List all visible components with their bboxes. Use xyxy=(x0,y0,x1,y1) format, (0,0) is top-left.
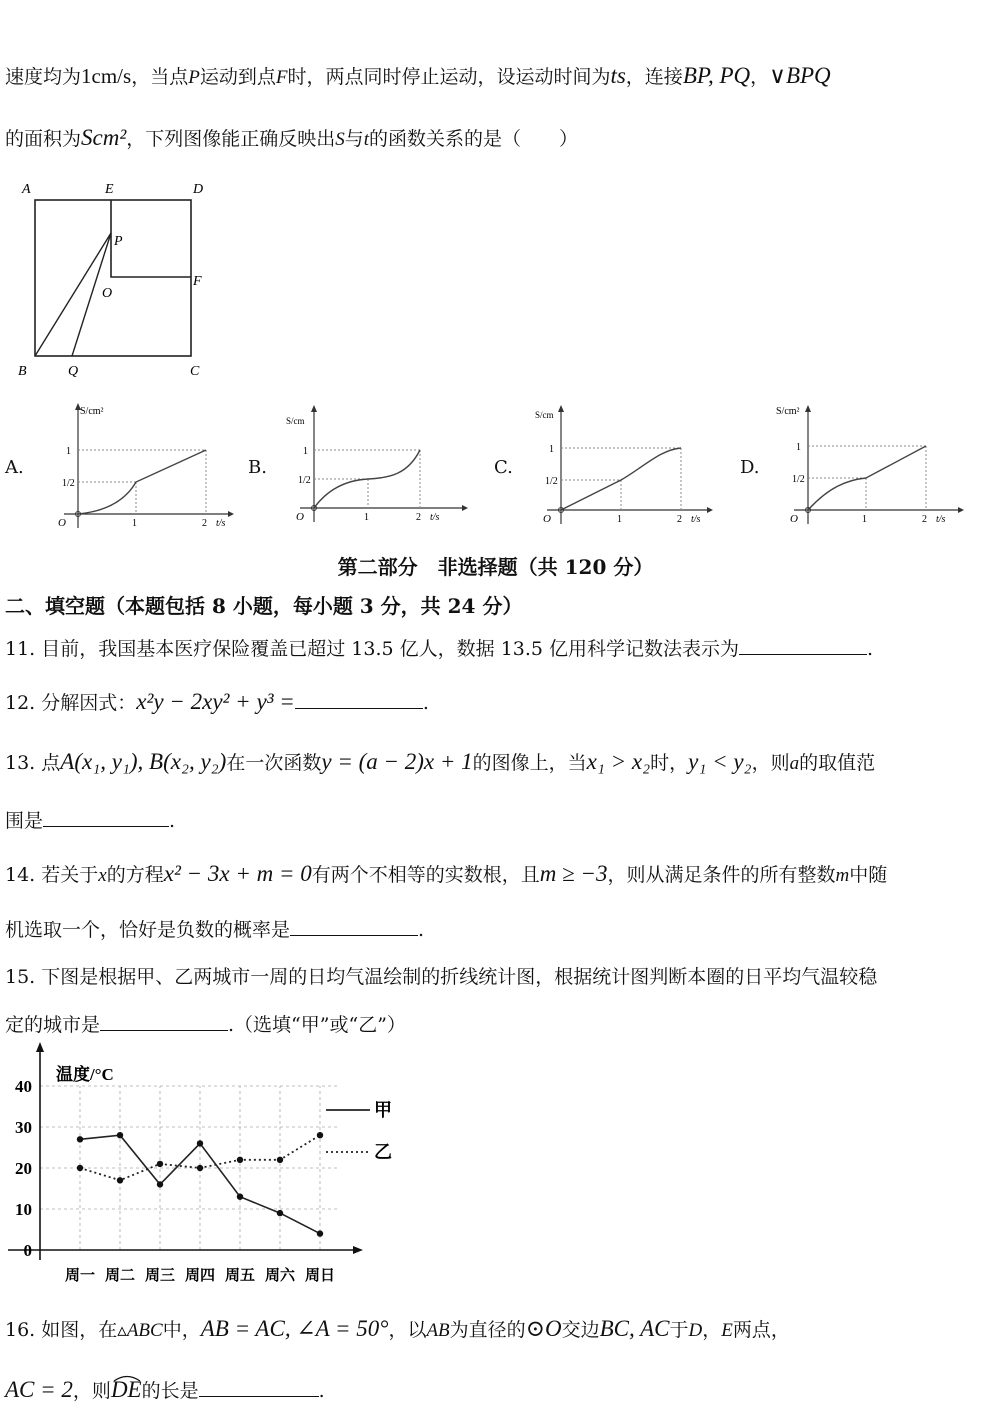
label-e: E xyxy=(105,182,114,197)
question-14-line-1: 14. 若关于x的方程x² − 3x + m = 0有两个不相等的实数根，且m ≥ −3，则从满足条件的所有整数m中随 xyxy=(5,861,888,886)
data-point xyxy=(77,1136,83,1142)
option-a-graph[interactable] xyxy=(50,398,235,538)
graph-d-ylabel: S/cm² xyxy=(776,406,800,417)
graph-a-origin: O xyxy=(58,517,66,529)
graph-c-xlabel: t/s xyxy=(691,514,701,525)
graph-a-ylabel: S/cm² xyxy=(80,406,104,417)
label-a: A xyxy=(22,182,31,197)
label-f: F xyxy=(193,274,202,289)
q10-line-1: 速度均为1cm/s，当点P运动到点F时，两点同时停止运动，设运动时间为ts，连接BP, PQ，∨BPQ xyxy=(5,63,831,88)
x-tick-label: 周日 xyxy=(304,1268,336,1284)
graph-b-x1: 1 xyxy=(364,512,369,523)
label-o: O xyxy=(102,286,113,301)
q10-line-2: 的面积为Scm²，下列图像能正确反映出S与t的函数关系的是（ ） xyxy=(5,125,579,150)
graph-a-x1: 1 xyxy=(132,518,137,529)
chart-grid xyxy=(40,1086,340,1250)
q12-answer-blank[interactable] xyxy=(295,690,423,709)
option-b-graph[interactable] xyxy=(286,398,475,538)
segment-bp xyxy=(35,233,111,356)
graph-c-yhalf: 1/2 xyxy=(545,476,558,487)
graph-a-curve xyxy=(78,450,206,514)
option-b-label[interactable]: B. xyxy=(248,457,267,478)
graph-d-y1: 1 xyxy=(796,442,801,453)
x-tick-label: 周四 xyxy=(184,1268,216,1284)
x-tick-label: 周一 xyxy=(64,1268,96,1284)
data-point xyxy=(277,1157,283,1163)
graph-d-axes xyxy=(794,405,964,524)
data-point xyxy=(197,1140,203,1146)
graph-b-curve xyxy=(314,450,420,508)
chart-legend xyxy=(326,1100,392,1162)
option-c-label[interactable]: C. xyxy=(494,457,513,478)
label-c: C xyxy=(190,364,200,379)
label-p: P xyxy=(114,234,123,249)
graph-c-axes xyxy=(547,405,713,524)
data-point xyxy=(77,1165,83,1171)
graph-b-yhalf: 1/2 xyxy=(298,475,311,486)
data-point xyxy=(197,1165,203,1171)
temperature-chart xyxy=(8,1040,408,1290)
question-16-line-1: 16. 如图，在▵ABC中，AB = AC, ∠A = 50°，以AB为直径的⊙O交边BC, AC于D，E两点， xyxy=(5,1316,790,1341)
arc-mark-icon xyxy=(112,1374,142,1382)
data-point xyxy=(317,1230,323,1236)
x-tick-label: 周二 xyxy=(104,1268,136,1284)
graph-b-y1: 1 xyxy=(303,446,308,457)
graph-c-x2: 2 xyxy=(677,514,682,525)
label-q: Q xyxy=(68,364,79,379)
graph-d-x2: 2 xyxy=(922,514,927,525)
question-15-line-2: 定的城市是 .（选填“甲”或“乙”） xyxy=(5,1014,406,1036)
x-tick-label: 周三 xyxy=(144,1268,176,1284)
question-12: 12. 分解因式：x²y − 2xy² + y³ = . xyxy=(5,689,429,714)
legend-label: 甲 xyxy=(374,1100,392,1120)
legend-label: 乙 xyxy=(374,1142,392,1162)
chart-y-label: 温度/°C xyxy=(56,1065,114,1084)
graph-d-origin: O xyxy=(790,513,798,525)
label-b: B xyxy=(18,364,27,379)
option-a-label[interactable]: A. xyxy=(5,457,24,478)
chart-x-ticks xyxy=(65,1266,335,1284)
arc-de: DE xyxy=(111,1377,142,1402)
graph-a-axes xyxy=(64,403,234,528)
y-tick-label: 0 xyxy=(23,1241,32,1260)
q11-answer-blank[interactable] xyxy=(739,636,867,655)
data-point xyxy=(117,1177,123,1183)
graph-a-x2: 2 xyxy=(202,518,207,529)
graph-b-ylabel: S/cm xyxy=(286,416,305,426)
y-tick-label: 30 xyxy=(15,1118,32,1137)
graph-b-axes xyxy=(300,405,468,522)
data-point xyxy=(317,1132,323,1138)
square-figure xyxy=(10,175,220,385)
graph-a-xlabel: t/s xyxy=(216,518,226,529)
data-point xyxy=(237,1157,243,1163)
graph-b-x2: 2 xyxy=(416,512,421,523)
x-axis-arrow xyxy=(353,1246,363,1254)
question-11: 11. 目前，我国基本医疗保险覆盖已超过 13.5 亿人，数据 13.5 亿用科学记数法表示为 . xyxy=(5,638,874,660)
q13-answer-blank[interactable] xyxy=(43,808,169,827)
graph-c-ylabel: S/cm xyxy=(535,410,554,420)
section-2-title: 第二部分 非选择题（共 120 分） xyxy=(337,555,654,579)
option-d-label[interactable]: D. xyxy=(740,457,760,478)
chart-y-ticks xyxy=(15,1077,32,1260)
data-point xyxy=(237,1194,243,1200)
question-13-line-2: 围是 . xyxy=(5,810,176,832)
y-tick-label: 20 xyxy=(15,1159,32,1178)
option-c-graph[interactable] xyxy=(535,398,720,538)
x-tick-label: 周五 xyxy=(224,1268,256,1284)
question-13-line-1: 13. 点A(x₁, y₁), B(x₂, y₂)在一次函数y = (a − 2)x + 1的图像上，当x₁ > x₂时，y₁ < y₂，则a的取值范 xyxy=(5,749,876,774)
data-point xyxy=(157,1181,163,1187)
label-d: D xyxy=(193,182,204,197)
q15-answer-blank[interactable] xyxy=(100,1012,228,1031)
option-d-graph[interactable] xyxy=(776,398,970,538)
data-point xyxy=(117,1132,123,1138)
question-15-line-1: 15. 下图是根据甲、乙两城市一周的日均气温绘制的折线统计图，根据统计图判断本圈的日平均气温较稳 xyxy=(5,966,878,988)
question-14-line-2: 机选取一个，恰好是负数的概率是 . xyxy=(5,919,425,941)
fill-in-section-title: 二、填空题（本题包括 8 小题，每小题 3 分，共 24 分） xyxy=(5,594,523,618)
x-tick-label: 周六 xyxy=(264,1268,296,1284)
q14-answer-blank[interactable] xyxy=(290,917,418,936)
graph-b-origin: O xyxy=(296,511,304,523)
question-16-line-2: AC = 2，则 DE的长是 . xyxy=(5,1376,325,1403)
graph-d-yhalf: 1/2 xyxy=(792,474,805,485)
y-axis-arrow xyxy=(36,1042,44,1052)
graph-d-x1: 1 xyxy=(862,514,867,525)
data-point xyxy=(157,1161,163,1167)
inner-path-eof xyxy=(111,200,191,277)
graph-a-yhalf: 1/2 xyxy=(62,478,75,489)
data-point xyxy=(277,1210,283,1216)
graph-c-y1: 1 xyxy=(549,444,554,455)
graph-c-origin: O xyxy=(543,513,551,525)
graph-d-xlabel: t/s xyxy=(936,514,946,525)
y-tick-label: 10 xyxy=(15,1200,32,1219)
graph-c-x1: 1 xyxy=(617,514,622,525)
y-tick-label: 40 xyxy=(15,1077,32,1096)
graph-b-xlabel: t/s xyxy=(430,512,440,523)
square-abcd xyxy=(35,200,191,356)
graph-a-y1: 1 xyxy=(66,446,71,457)
q16-answer-blank[interactable] xyxy=(199,1378,319,1397)
